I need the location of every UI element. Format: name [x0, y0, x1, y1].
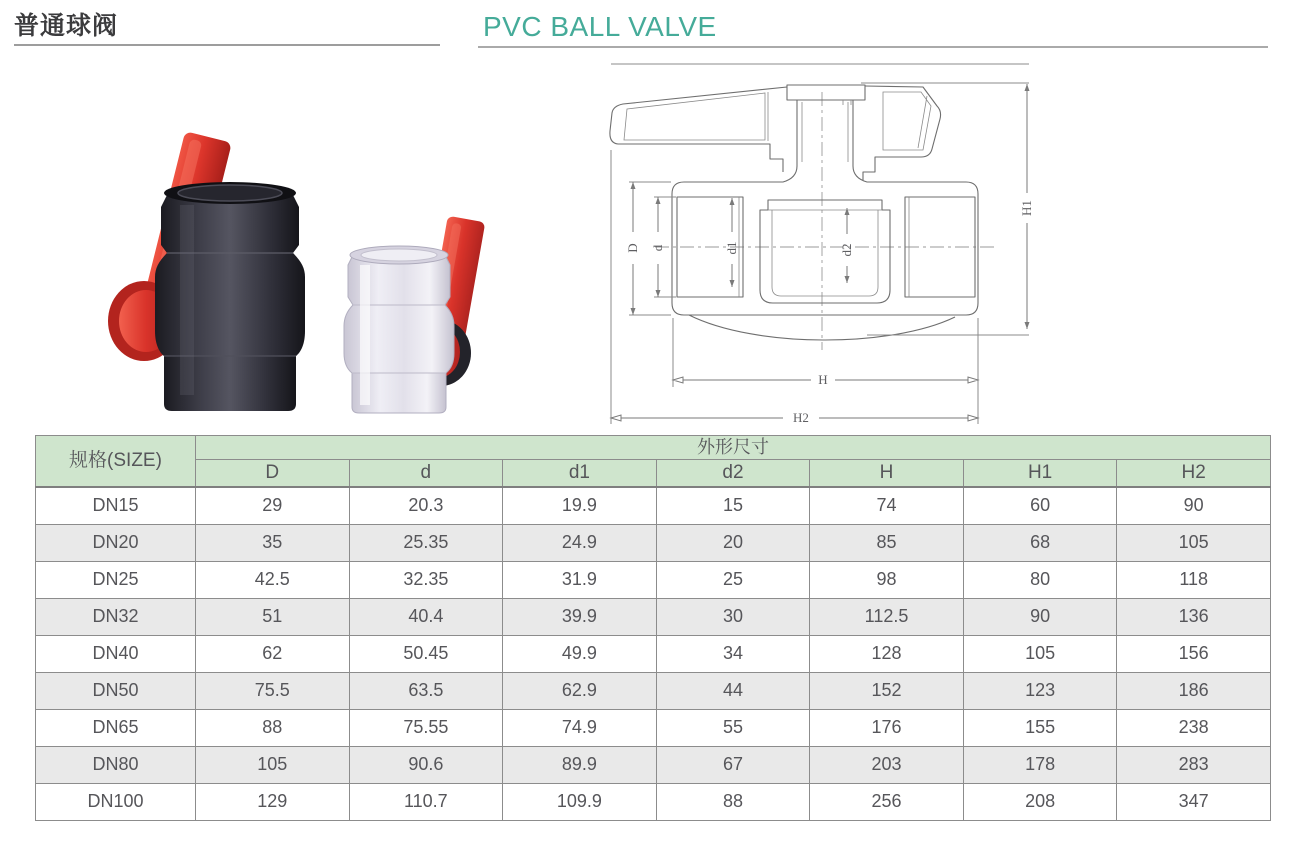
col-header-D: D [196, 460, 350, 488]
dim-value-cell: 25.35 [349, 525, 503, 562]
size-cell: DN65 [36, 710, 196, 747]
dim-value-cell: 30 [656, 599, 810, 636]
dim-value-cell: 51 [196, 599, 350, 636]
dim-value-cell: 19.9 [503, 487, 657, 525]
dim-value-cell: 29 [196, 487, 350, 525]
col-header-H2: H2 [1117, 460, 1271, 488]
dim-value-cell: 88 [656, 784, 810, 821]
dim-value-cell: 90 [963, 599, 1117, 636]
dim-value-cell: 118 [1117, 562, 1271, 599]
dimension-d1 [724, 198, 739, 287]
dim-value-cell: 44 [656, 673, 810, 710]
dim-label-d: d [650, 244, 665, 252]
dim-value-cell: 63.5 [349, 673, 503, 710]
col-header-d: d [349, 460, 503, 488]
size-cell: DN15 [36, 487, 196, 525]
size-cell: DN50 [36, 673, 196, 710]
page-title-english: PVC BALL VALVE [483, 11, 717, 42]
dim-value-cell: 90 [1117, 487, 1271, 525]
dim-value-cell: 136 [1117, 599, 1271, 636]
dim-value-cell: 89.9 [503, 747, 657, 784]
dim-value-cell: 80 [963, 562, 1117, 599]
size-cell: DN32 [36, 599, 196, 636]
col-header-H: H [810, 460, 964, 488]
drawing-handle [610, 85, 941, 180]
dim-value-cell: 203 [810, 747, 964, 784]
dim-value-cell: 60 [963, 487, 1117, 525]
dim-value-cell: 75.5 [196, 673, 350, 710]
title-underline-left [14, 44, 440, 46]
dim-value-cell: 49.9 [503, 636, 657, 673]
table-row [36, 636, 1271, 673]
dim-value-cell: 283 [1117, 747, 1271, 784]
dim-value-cell: 123 [963, 673, 1117, 710]
dim-value-cell: 186 [1117, 673, 1271, 710]
dim-value-cell: 156 [1117, 636, 1271, 673]
dim-value-cell: 74 [810, 487, 964, 525]
col-header-d2: d2 [656, 460, 810, 488]
dim-value-cell: 67 [656, 747, 810, 784]
table-row [36, 747, 1271, 784]
dim-label-d1: d1 [724, 241, 739, 255]
col-header-H1: H1 [963, 460, 1117, 488]
dim-label-H: H [818, 372, 828, 387]
dark-valve-photo [108, 131, 305, 411]
table-row [36, 710, 1271, 747]
table-row [36, 562, 1271, 599]
dimension-H [673, 318, 978, 424]
dim-value-cell: 88 [196, 710, 350, 747]
dim-value-cell: 152 [810, 673, 964, 710]
dim-label-H1: H1 [1019, 200, 1034, 216]
dim-value-cell: 20 [656, 525, 810, 562]
dim-value-cell: 15 [656, 487, 810, 525]
dim-label-d2: d2 [839, 243, 854, 257]
dim-value-cell: 20.3 [349, 487, 503, 525]
spec-table-body [36, 487, 1271, 821]
table-row [36, 673, 1271, 710]
table-row [36, 525, 1271, 562]
product-photo-ball-valves [60, 95, 530, 430]
table-row [36, 599, 1271, 636]
technical-drawing-ball-valve [605, 62, 1057, 430]
size-cell: DN80 [36, 747, 196, 784]
table-row [36, 487, 1271, 525]
dimension-H2 [611, 150, 978, 425]
dim-value-cell: 24.9 [503, 525, 657, 562]
dim-value-cell: 74.9 [503, 710, 657, 747]
dim-value-cell: 155 [963, 710, 1117, 747]
spec-table [35, 435, 1271, 821]
dim-value-cell: 85 [810, 525, 964, 562]
page-title-chinese: 普通球阀 [14, 12, 119, 40]
dim-value-cell: 98 [810, 562, 964, 599]
dim-value-cell: 208 [963, 784, 1117, 821]
size-cell: DN100 [36, 784, 196, 821]
size-cell: DN25 [36, 562, 196, 599]
col-header-d1: d1 [503, 460, 657, 488]
dim-value-cell: 25 [656, 562, 810, 599]
dim-value-cell: 62 [196, 636, 350, 673]
dim-value-cell: 35 [196, 525, 350, 562]
dim-value-cell: 42.5 [196, 562, 350, 599]
clear-valve-photo [344, 216, 485, 413]
table-row [36, 784, 1271, 821]
dim-value-cell: 109.9 [503, 784, 657, 821]
title-underline-right [478, 46, 1268, 48]
dim-value-cell: 32.35 [349, 562, 503, 599]
dim-value-cell: 128 [810, 636, 964, 673]
drawing-body [672, 182, 978, 340]
dim-label-H2: H2 [793, 410, 809, 425]
size-cell: DN40 [36, 636, 196, 673]
dim-value-cell: 39.9 [503, 599, 657, 636]
dim-value-cell: 62.9 [503, 673, 657, 710]
dim-value-cell: 112.5 [810, 599, 964, 636]
size-column-header: 规格(SIZE) [36, 436, 196, 488]
drawing-stem [757, 100, 893, 182]
dim-value-cell: 347 [1117, 784, 1271, 821]
dim-value-cell: 256 [810, 784, 964, 821]
dim-value-cell: 50.45 [349, 636, 503, 673]
size-cell: DN20 [36, 525, 196, 562]
dim-value-cell: 105 [963, 636, 1117, 673]
dim-value-cell: 129 [196, 784, 350, 821]
dim-value-cell: 176 [810, 710, 964, 747]
dim-value-cell: 40.4 [349, 599, 503, 636]
dim-value-cell: 90.6 [349, 747, 503, 784]
dim-value-cell: 105 [196, 747, 350, 784]
dimensions-group-header: 外形尺寸 [196, 436, 1271, 460]
dim-value-cell: 68 [963, 525, 1117, 562]
dim-value-cell: 110.7 [349, 784, 503, 821]
dim-value-cell: 75.55 [349, 710, 503, 747]
dim-label-D: D [625, 243, 640, 253]
dim-value-cell: 55 [656, 710, 810, 747]
dim-value-cell: 105 [1117, 525, 1271, 562]
dim-value-cell: 34 [656, 636, 810, 673]
dim-value-cell: 178 [963, 747, 1117, 784]
dim-value-cell: 238 [1117, 710, 1271, 747]
dim-value-cell: 31.9 [503, 562, 657, 599]
dimension-d2 [839, 208, 854, 283]
